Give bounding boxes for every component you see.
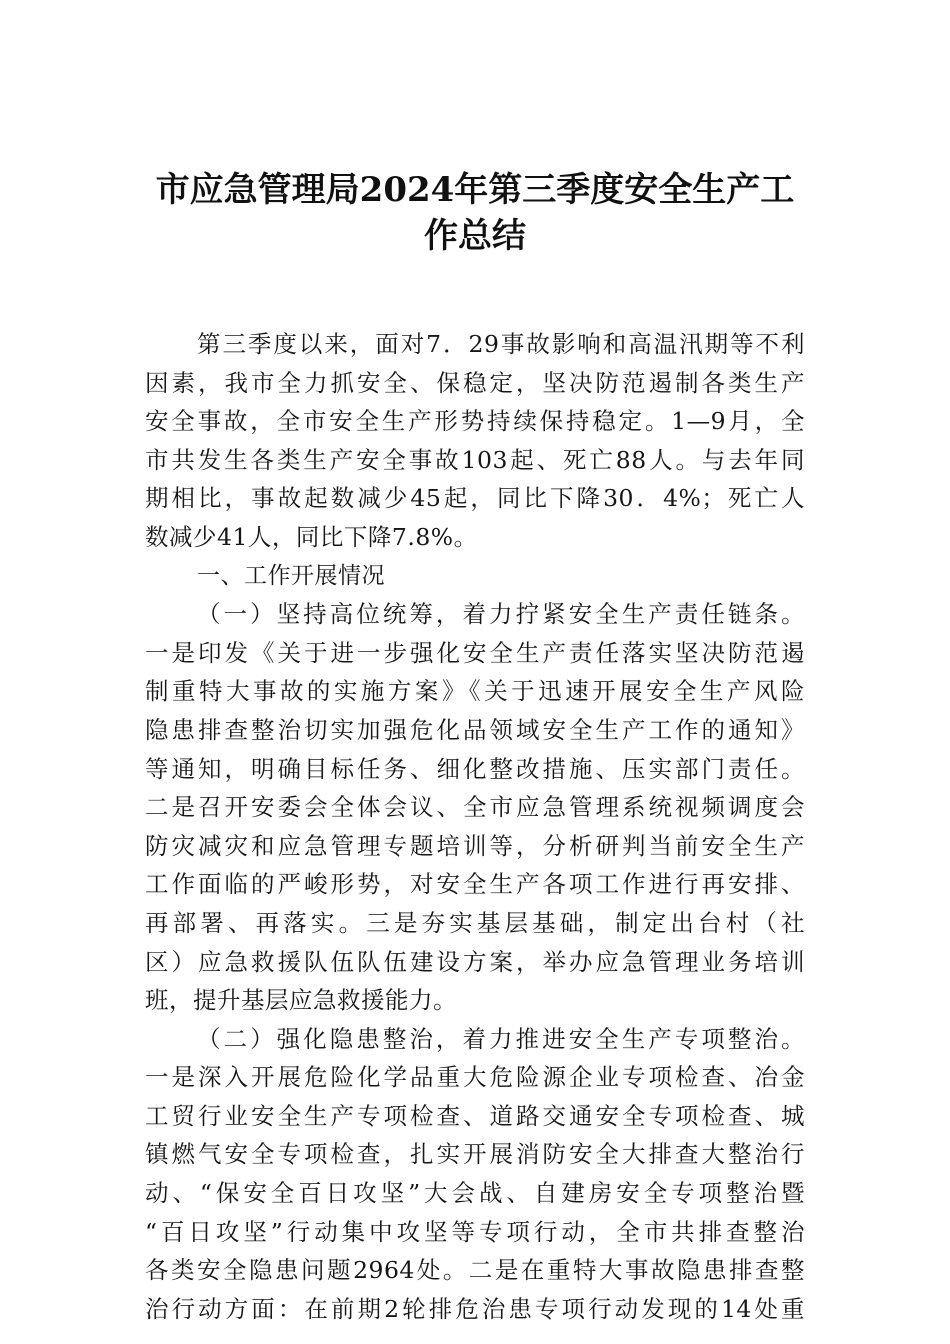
- part1-line: 隐患排查整治切实加强危化品领域安全生产工作的通知》: [145, 715, 805, 744]
- part1-line: 制重特大事故的实施方案》《关于迅速开展安全生产风险: [145, 677, 805, 706]
- document-title-line-1: 市应急管理局2024年第三季度安全生产工: [155, 170, 795, 210]
- part1-line: 防灾减灾和应急管理专题培训等，分析研判当前安全生产: [145, 831, 805, 860]
- part1-line: 一是印发《关于进一步强化安全生产责任落实坚决防范遏: [145, 638, 805, 667]
- intro-line: 市共发生各类生产安全事故103起、死亡88人。与去年同: [145, 445, 805, 474]
- document-title-line-2: 作总结: [424, 216, 526, 256]
- section-heading: 一、工作开展情况: [197, 562, 385, 589]
- part2-line: 动、“保安全百日攻坚”大会战、自建房安全专项整治暨: [145, 1179, 805, 1208]
- part2-line: 镇燃气安全专项检查，扎实开展消防安全大排查大整治行: [145, 1140, 805, 1169]
- intro-line: 因素，我市全力抓安全、保稳定，坚决防范遏制各类生产: [145, 368, 805, 397]
- part1-line: 区）应急救援队伍队伍建设方案，举办应急管理业务培训: [145, 947, 805, 976]
- part2-line: “百日攻坚”行动集中攻坚等专项行动，全市共排查整治: [145, 1217, 805, 1246]
- document-body: [145, 325, 805, 1328]
- intro-line: 期相比，事故起数减少45起，同比下降30．4%；死亡人: [145, 484, 805, 513]
- part2-line: 工贸行业安全生产专项检查、道路交通安全专项检查、城: [145, 1101, 805, 1130]
- intro-line: 安全事故，全市安全生产形势持续保持稳定。1—9月，全: [145, 407, 805, 436]
- part1-line: 等通知，明确目标任务、细化整改措施、压实部门责任。: [145, 754, 805, 783]
- part1-line: 班，提升基层应急救援能力。: [145, 986, 457, 1015]
- intro-line: 第三季度以来，面对7．29事故影响和高温汛期等不利: [197, 330, 805, 358]
- part1-line: 二是召开安委会全体会议、全市应急管理系统视频调度会: [145, 793, 805, 822]
- part1-line: （一）坚持高位统筹，着力拧紧安全生产责任链条。: [197, 600, 805, 629]
- part1-line: 再部署、再落实。三是夯实基层基础，制定出台村（社: [145, 908, 805, 937]
- part2-line: 一是深入开展危险化学品重大危险源企业专项检查、冶金: [145, 1063, 805, 1092]
- part2-line: （二）强化隐患整治，着力推进安全生产专项整治。: [197, 1024, 805, 1053]
- intro-line: 数减少41人，同比下降7.8%。: [145, 522, 478, 551]
- part2-line: 治行动方面：在前期2轮排危治患专项行动发现的14处重: [145, 1294, 805, 1323]
- part2-line: 各类安全隐患问题2964处。二是在重特大事故隐患排查整: [145, 1256, 805, 1285]
- part1-line: 工作面临的严峻形势，对安全生产各项工作进行再安排、: [145, 870, 805, 899]
